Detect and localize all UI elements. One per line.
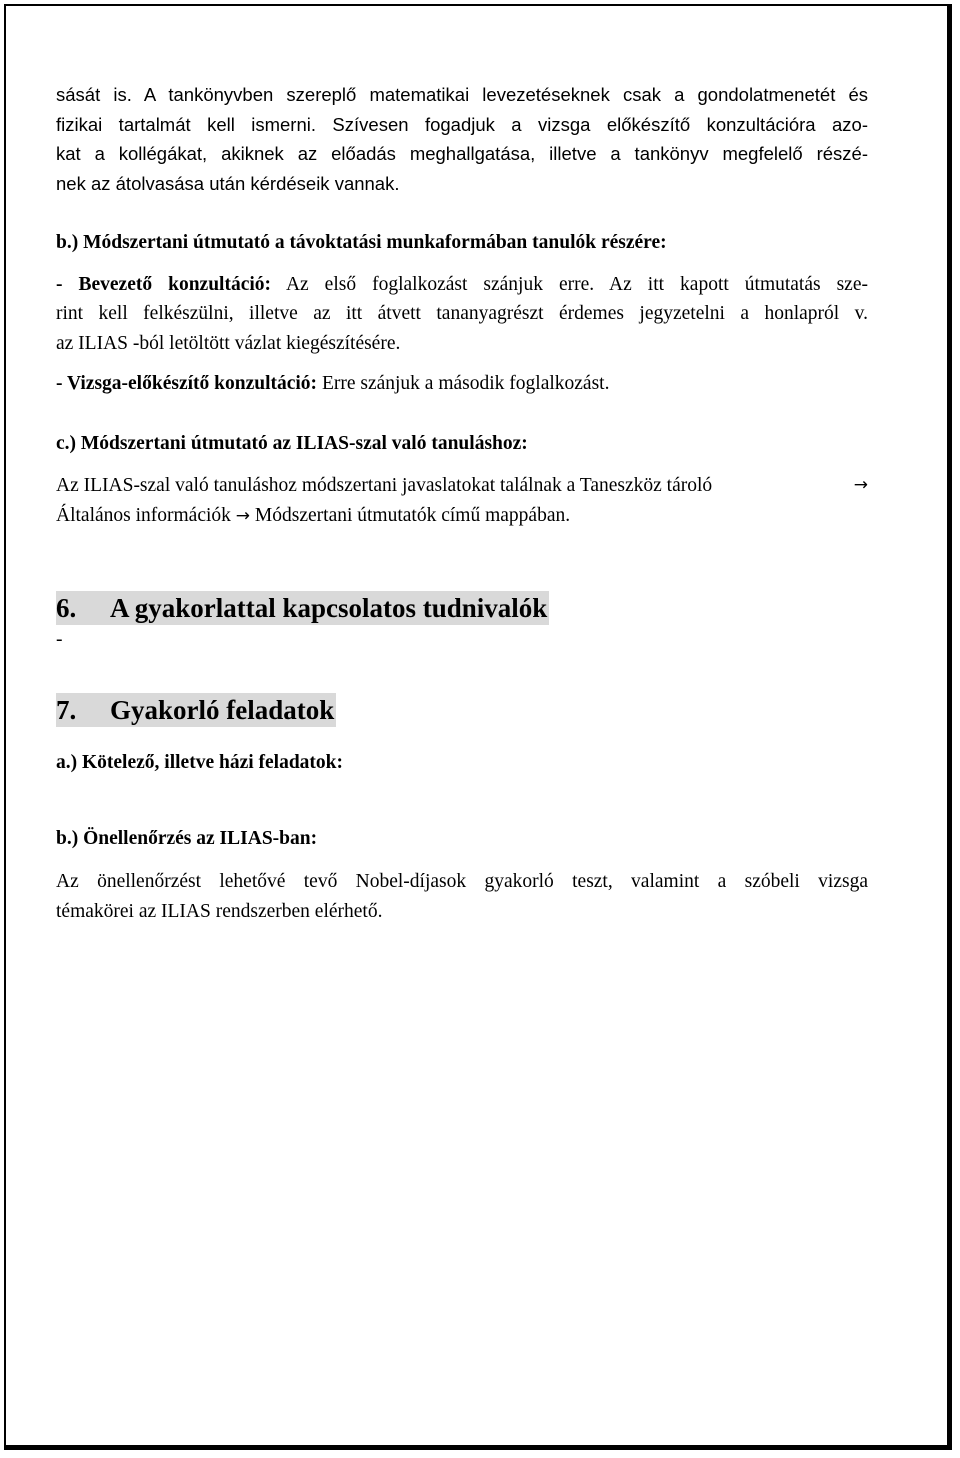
intro-line-1: sását is. A tankönyvben szereplő matematikai levezetéseknek csak a gondolatmenetét és bbox=[56, 84, 868, 105]
chapter-7-title: Gyakorló feladatok bbox=[110, 694, 335, 725]
chapter-7-sub-a: a.) Kötelező, illetve házi feladatok: bbox=[56, 752, 344, 773]
arrow-right-icon: → bbox=[235, 505, 251, 526]
chapter-6-dash: - bbox=[56, 628, 63, 650]
document-body bbox=[56, 80, 868, 926]
chapter-6-heading bbox=[56, 591, 868, 627]
chapter-7-sub-b: b.) Önellenőrzés az ILIAS-ban: bbox=[56, 827, 318, 849]
exam-consultation-label: - Vizsga-előkészítő konzultáció: bbox=[56, 373, 318, 394]
self-check-line-2: témakörei az ILIAS rendszerben elérhető. bbox=[56, 900, 383, 922]
chapter-6-title: A gyakorlattal kapcsolatos tudnivalók bbox=[110, 593, 548, 623]
intro-consultation-line-3: az ILIAS -ból letöltött vázlat kiegészítésére. bbox=[56, 332, 401, 354]
intro-line-3: kat a kollégákat, akiknek az előadás meghallgatása, illetve a tankönyv megfelelő részé- bbox=[56, 143, 868, 164]
intro-consultation-paragraph bbox=[56, 270, 868, 359]
arrow-right-icon: → bbox=[853, 475, 868, 495]
intro-consultation-line-1 bbox=[56, 270, 868, 300]
self-check-paragraph bbox=[56, 867, 868, 926]
intro-consultation-line-2: rint kell felkészülni, illetve az itt átvett tananyagrészt érdemes jegyzetelni a honlapról v. bbox=[56, 303, 868, 324]
chapter-7-heading-box bbox=[56, 693, 336, 727]
section-c-line-1 bbox=[56, 471, 868, 501]
section-c-line-2a: Általános információk bbox=[56, 504, 231, 526]
section-c-line-1-text: Az ILIAS-szal való tanuláshoz módszertani javaslatokat találnak a Taneszköz tároló bbox=[56, 475, 713, 496]
intro-consultation-label: - Bevezető konzultáció: bbox=[56, 273, 272, 295]
section-c-heading: c.) Módszertani útmutató az ILIAS-szal való tanuláshoz: bbox=[56, 432, 528, 454]
chapter-6-heading-box bbox=[56, 591, 549, 625]
chapter-6-number: 6. bbox=[56, 593, 77, 623]
intro-consultation-text: Az első foglalkozást szánjuk erre. Az itt kapott útmutatás sze- bbox=[271, 273, 868, 295]
self-check-line-1: Az önellenőrzést lehetővé tevő Nobel-díjasok gyakorló teszt, valamint a szóbeli vizsga bbox=[56, 871, 868, 892]
intro-line-4: nek az átolvasása után kérdéseik vannak. bbox=[56, 172, 400, 194]
section-c-paragraph bbox=[56, 471, 868, 531]
exam-consultation-paragraph bbox=[56, 369, 868, 399]
exam-consultation-text: Erre szánjuk a második foglalkozást. bbox=[317, 373, 610, 394]
chapter-7-number: 7. bbox=[56, 694, 77, 725]
section-c-line-2 bbox=[56, 501, 868, 532]
chapter-7-heading bbox=[56, 693, 868, 729]
intro-paragraph bbox=[56, 80, 868, 198]
section-b-heading: b.) Módszertani útmutató a távoktatási munkaformában tanulók részére: bbox=[56, 232, 667, 253]
intro-line-2: fizikai tartalmát kell ismerni. Szívesen fogadjuk a vizsga előkészítő konzultációra azo- bbox=[56, 113, 868, 135]
section-c-line-2b: Módszertani útmutatók című mappában. bbox=[254, 504, 571, 526]
